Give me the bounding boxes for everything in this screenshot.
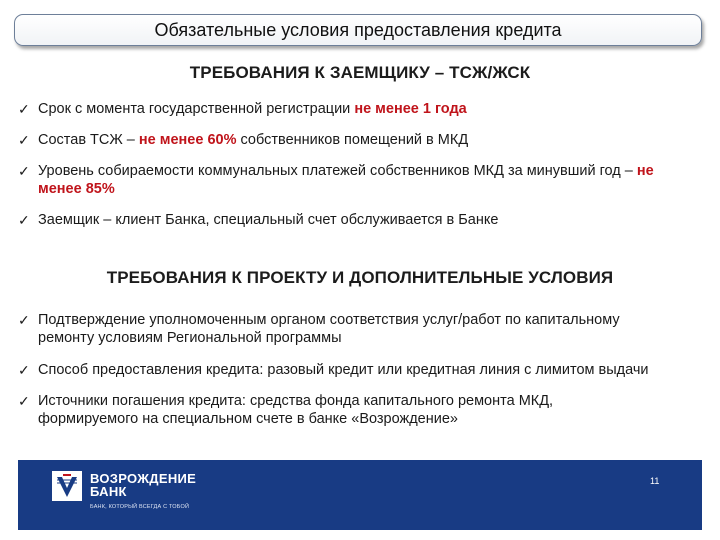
- item-text: ремонту условиям Региональной программы: [38, 330, 342, 346]
- slide-title: [14, 14, 702, 46]
- item-text: Состав ТСЖ –: [38, 132, 139, 148]
- bank-slogan: БАНК, КОТОРЫЙ ВСЕГДА С ТОБОЙ: [90, 504, 190, 510]
- item-text: Подтверждение уполномоченным органом соответствия услуг/работ по капитальному: [38, 312, 620, 328]
- checkmark-icon: ✓: [18, 362, 30, 378]
- bank-name-line: ВОЗРОЖДЕНИЕ: [90, 471, 197, 486]
- page-number: 11: [650, 476, 660, 486]
- item-text: формируемого на специальном счете в банке «Возрождение»: [38, 411, 458, 427]
- checkmark-icon: ✓: [18, 101, 30, 117]
- section-heading-project: ТРЕБОВАНИЯ К ПРОЕКТУ И ДОПОЛНИТЕЛЬНЫЕ УСЛОВИЯ: [106, 268, 614, 287]
- item-highlight: не менее 60%: [138, 132, 237, 148]
- checkmark-icon: ✓: [18, 312, 30, 328]
- item-text: Уровень собираемости коммунальных платежей собственников МКД за минувший год –: [38, 163, 637, 179]
- item-text: Способ предоставления кредита: разовый кредит или кредитная линия с лимитом выдачи: [38, 362, 649, 378]
- footer-bar: [18, 460, 702, 530]
- slide-title-text: Обязательные условия предоставления кредита: [154, 19, 562, 40]
- bank-name-line: БАНК: [90, 484, 127, 499]
- bank-logo-icon: [52, 471, 82, 501]
- item-text: Источники погашения кредита: средства фонда капитального ремонта МКД,: [38, 393, 554, 409]
- item-text: Заемщик – клиент Банка, специальный счет обслуживается в Банке: [38, 212, 499, 228]
- checkmark-icon: ✓: [18, 393, 30, 409]
- checkmark-icon: ✓: [18, 163, 30, 179]
- checkmark-icon: ✓: [18, 212, 30, 228]
- item-highlight: не: [636, 163, 654, 179]
- item-highlight: не менее 1 года: [354, 101, 467, 117]
- item-highlight: менее 85%: [38, 181, 115, 197]
- checkmark-icon: ✓: [18, 132, 30, 148]
- section-heading-borrower: ТРЕБОВАНИЯ К ЗАЕМЩИКУ – ТСЖ/ЖСК: [189, 63, 531, 82]
- bank-name: [90, 472, 196, 498]
- item-text: Срок с момента государственной регистрации: [38, 101, 355, 117]
- item-text: собственников помещений в МКД: [236, 132, 469, 148]
